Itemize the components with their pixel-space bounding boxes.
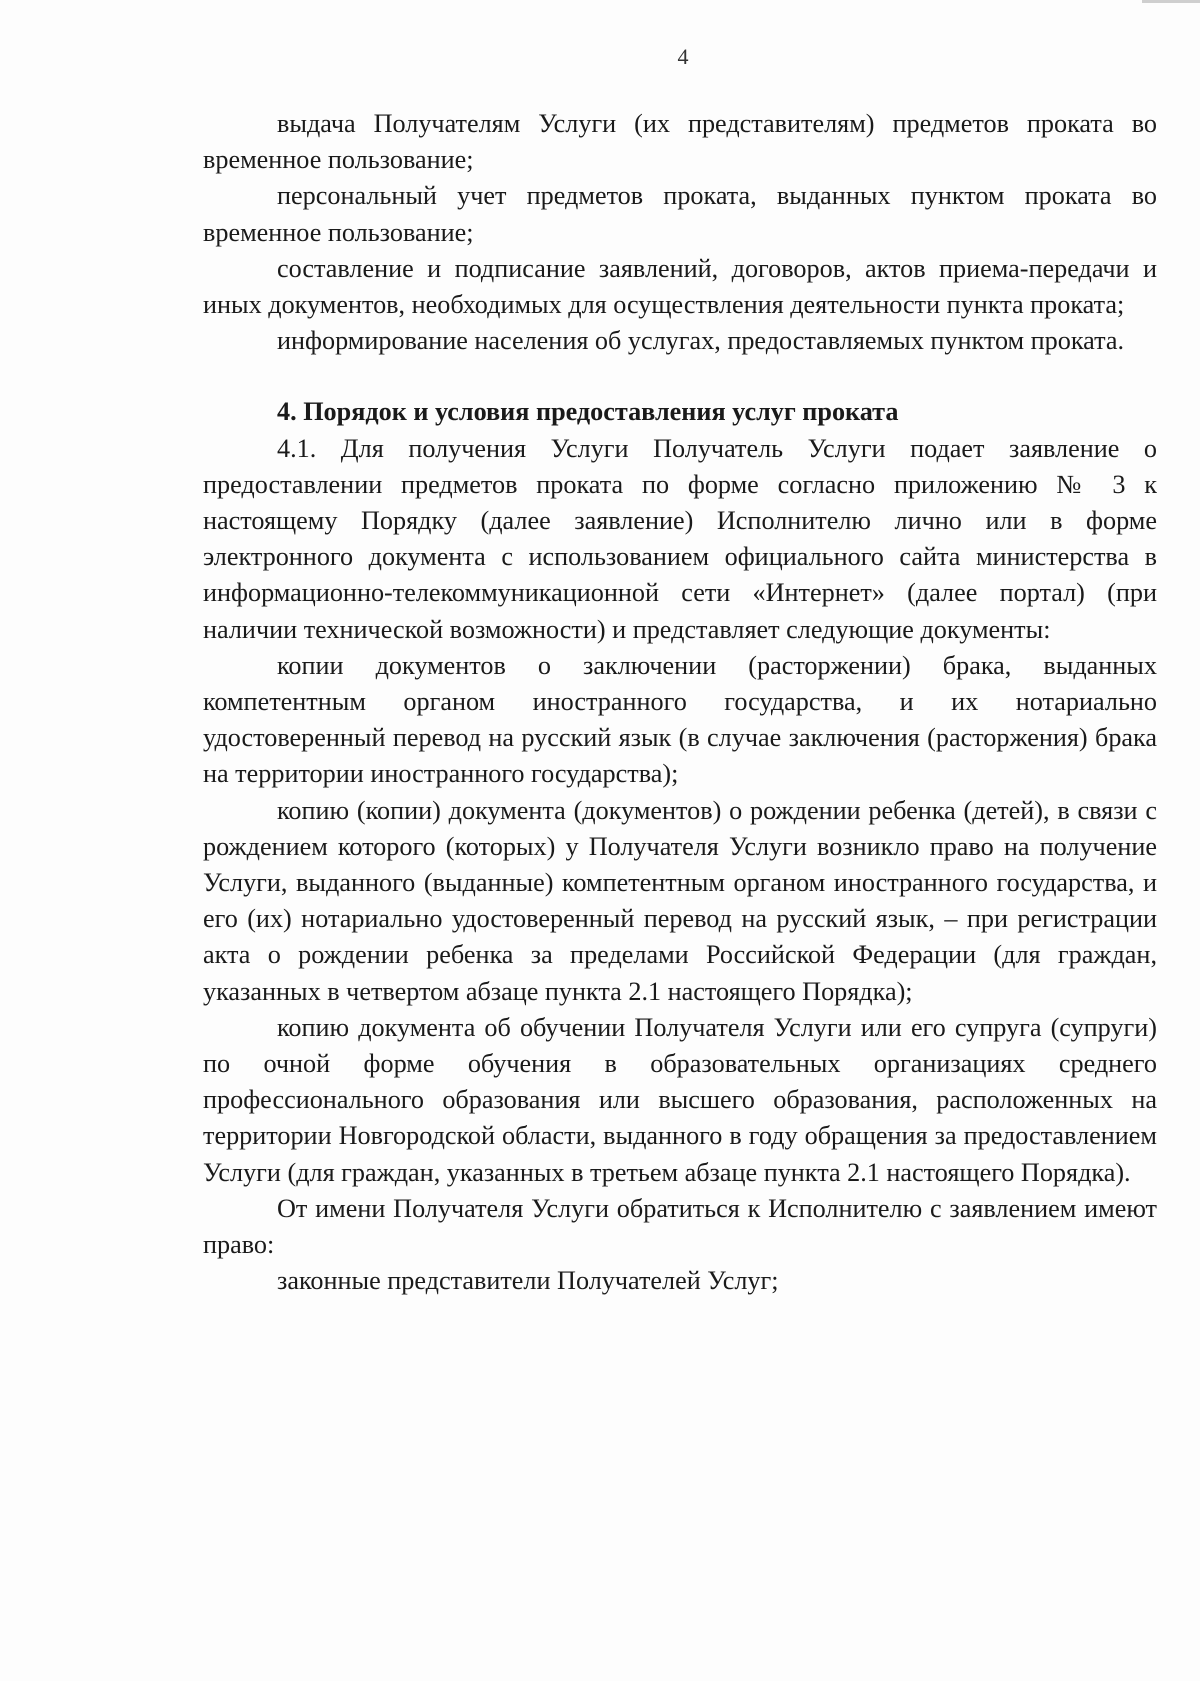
paragraph: копию (копии) документа (документов) о рождении ребенка (детей), в связи с рождением которого (которых) у Получателя Услуги возникло право на получение Услуги, выданного (выданные) компетентным органом иностранного государства, и его (их) нотариально удостоверенный перевод на русский язык, – при регистрации акта о рождении ребенка за пределами Российской Федерации (для граждан, указанных в четвертом абзаце пункта 2.1 настоящего Порядка); xyxy=(203,795,1157,1006)
paragraph: составление и подписание заявлений, договоров, актов приема-передачи и иных документов, необходимых для осуществления деятельности пункта проката; xyxy=(203,253,1157,320)
document-body xyxy=(203,106,1157,1300)
paragraph: копии документов о заключении (расторжении) брака, выданных компетентным органом иностранного государства, и их нотариально удостоверенный перевод на русский язык (в случае заключения (расторжения) брака на территории иностранного государства); xyxy=(203,650,1157,789)
paragraph: законные представители Получателей Услуг; xyxy=(277,1266,779,1296)
paragraph: персональный учет предметов проката, выданных пунктом проката во временное пользование; xyxy=(203,181,1157,247)
paragraph: выдача Получателям Услуги (их представителям) предметов проката во временное пользование; xyxy=(203,109,1157,175)
paragraph: 4.1. Для получения Услуги Получатель Услуги подает заявление о предоставлении предметов проката по форме согласно приложению № 3 к настоящему Порядку (далее заявление) Исполнителю лично или в форме электронного документа с использованием официального сайта министерства в информационно-телекоммуникационной сети «Интернет» (далее портал) (при наличии технической возможности) и представляет следующие документы: xyxy=(203,433,1157,644)
paragraph: информирование населения об услугах, предоставляемых пунктом проката. xyxy=(277,326,1125,356)
paragraph: копию документа об обучении Получателя Услуги или его супруга (супруги) по очной форме обучения в образовательных организациях среднего профессионального образования или высшего образования, расположенных на территории Новгородской области, выданного в году обращения за предоставлением Услуги (для граждан, указанных в третьем абзаце пункта 2.1 настоящего Порядка). xyxy=(203,1012,1157,1187)
section-heading: 4. Порядок и условия предоставления услуг проката xyxy=(277,397,899,427)
page-number: 4 xyxy=(677,44,689,69)
paragraph: От имени Получателя Услуги обратиться к Исполнителю с заявлением имеют право: xyxy=(203,1193,1157,1260)
scan-edge-mark xyxy=(1142,0,1200,3)
